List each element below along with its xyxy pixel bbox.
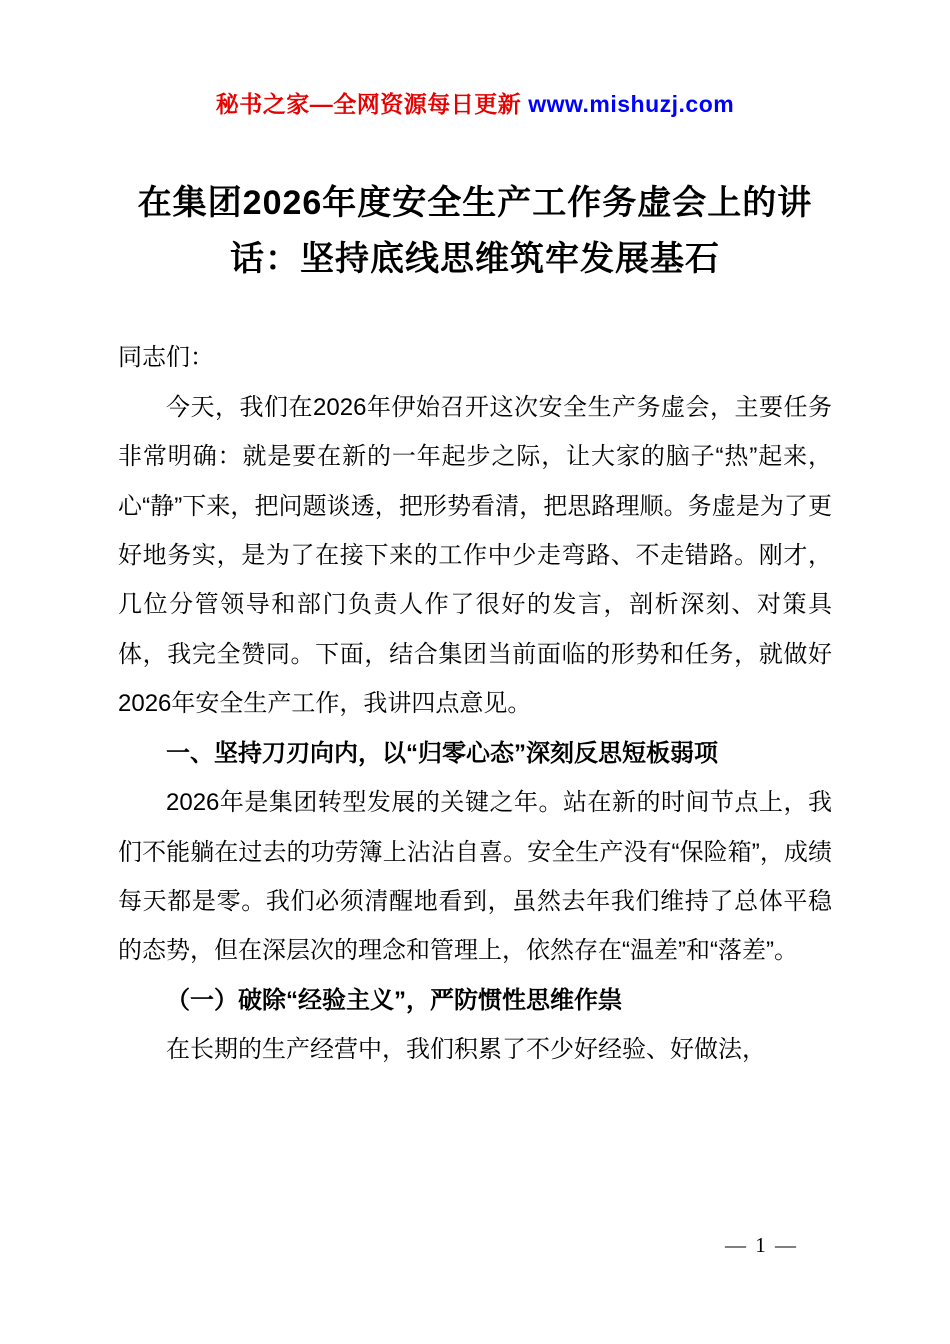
section-heading: 一、坚持刀刃向内，以“归零心态”深刻反思短板弱项 — [166, 739, 718, 767]
paragraph: 同志们： — [118, 344, 214, 372]
paragraph: 在长期的生产经营中，我们积累了不少好经验、好做法， — [166, 1036, 766, 1064]
section-heading: （一）破除“经验主义”，严防惯性思维作祟 — [166, 986, 622, 1014]
site-tagline: —全网资源每日更新 — [309, 91, 529, 117]
paragraph: 2026年是集团转型发展的关键之年。站在新的时间节点上，我们不能躺在过去的功劳簿上沾沾自喜。安全生产没有“保险箱”，成绩每天都是零。我们必须清醒地看到，虽然去年我们维持了总体平稳的态势，但在深层次的理念和管理上，依然存在“温差”和“落差”。 — [118, 789, 832, 965]
document-title: 在集团2026年度安全生产工作务虚会上的讲话：坚持底线思维筑牢发展基石 — [137, 184, 813, 279]
paragraph: 今天，我们在2026年伊始召开这次安全生产务虚会，主要任务非常明确：就是要在新的一年起步之际，让大家的脑子“热”起来，心“静”下来，把问题谈透，把形势看清，把思路理顺。务虚是为了更好地务实，是为了在接下来的工作中少走弯路、不走错路。刚才，几位分管领导和部门负责人作了很好的发言，剖析深刻、对策具体，我完全赞同。下面，结合集团当前面临的形势和任务，就做好2026年安全生产工作，我讲四点意见。 — [118, 393, 832, 718]
document-body — [118, 333, 832, 1075]
site-header — [118, 86, 832, 119]
site-url-link[interactable]: www.mishuzj.com — [528, 91, 735, 117]
site-name: 秘书之家 — [215, 91, 310, 117]
page-number: — 1 — — [725, 1233, 798, 1257]
